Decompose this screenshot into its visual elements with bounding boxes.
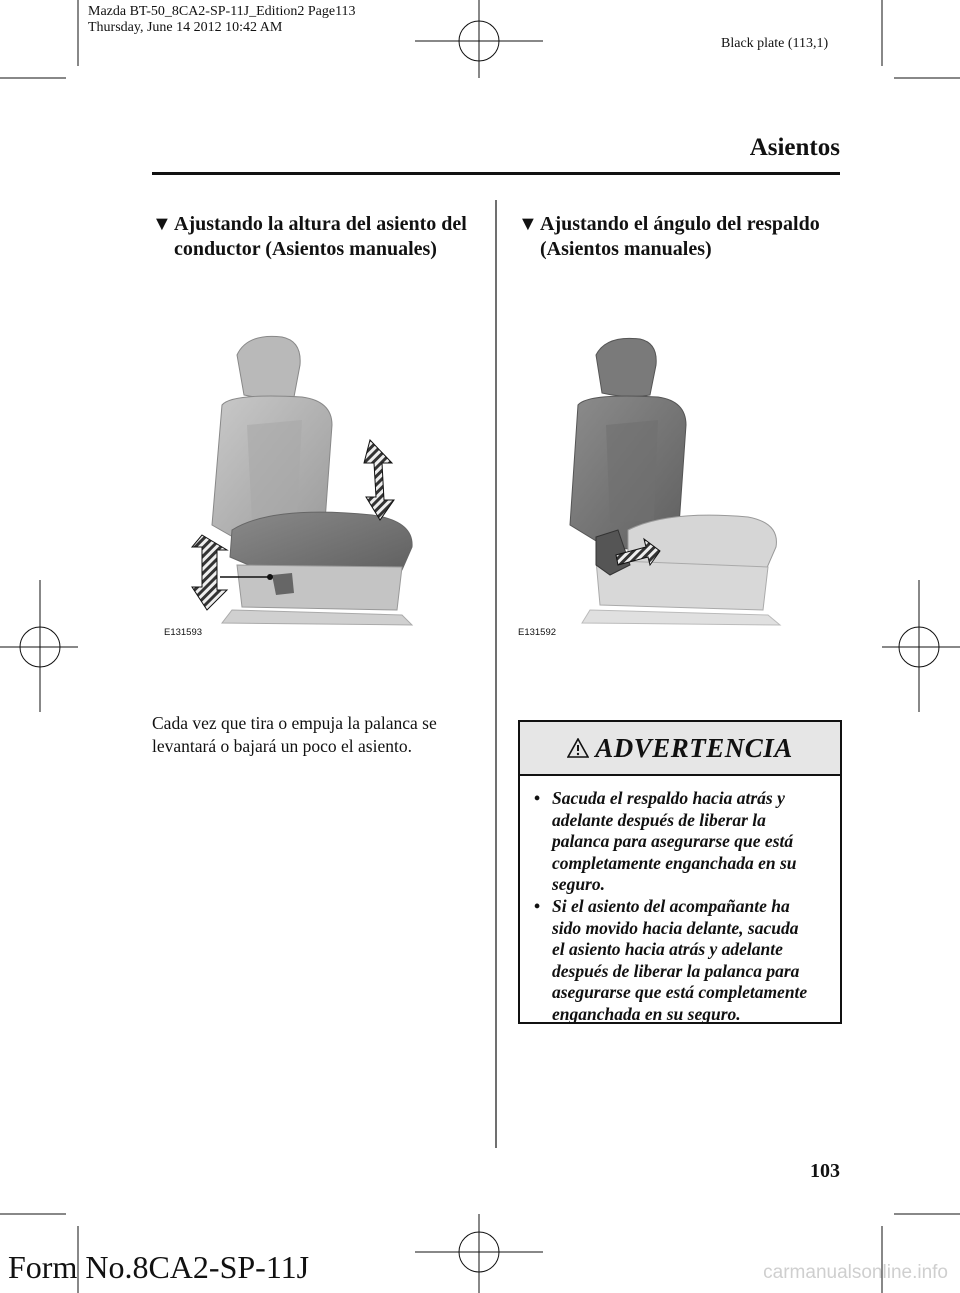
form-number: Form No.8CA2-SP-11J: [8, 1249, 310, 1285]
watermark: carmanualsonline.info: [763, 1262, 948, 1283]
backrest-angle-illustration: [518, 325, 808, 635]
warning-item: • Si el asiento del acompañante ha sido movido hacia delante, sacuda el asiento hacia atrás y adelante después de liberar la palanca para asegurarse que está completamente enganchada en su seguro.: [534, 895, 808, 1024]
left-heading-line-2: conductor (Asientos manuales): [174, 238, 437, 260]
right-heading-line-2: (Asientos manuales): [540, 238, 712, 260]
left-heading: [152, 212, 492, 262]
backrest-angle-figure: [518, 325, 808, 645]
warning-list: [520, 776, 840, 1038]
source-line-1: Mazda BT-50_8CA2-SP-11J_Edition2 Page113: [88, 4, 356, 19]
warning-box: [518, 720, 842, 1024]
triangle-marker-icon: ▼: [152, 213, 172, 235]
warning-title: ADVERTENCIA: [595, 732, 793, 763]
triangle-marker-icon: ▼: [518, 213, 538, 235]
right-figure-code: E131592: [518, 627, 557, 638]
left-body-line-1: Cada vez que tira o empuja la palanca se: [152, 713, 437, 733]
left-heading-line-1: Ajustando la altura del asiento del: [174, 213, 467, 235]
left-figure-code: E131593: [164, 627, 203, 638]
left-body-line-2: levantará o bajará un poco el asiento.: [152, 736, 412, 756]
right-heading-line-1: Ajustando el ángulo del respaldo: [540, 213, 820, 235]
warning-triangle-icon: [567, 738, 589, 758]
warning-header: [520, 722, 840, 776]
seat-height-figure: [152, 325, 442, 645]
right-heading: [518, 212, 848, 262]
warning-item: • Sacuda el respaldo hacia atrás y adelante después de liberar la palanca para asegurarse que está completamente enganchada en su seguro.: [534, 788, 797, 895]
left-body-text: [152, 712, 482, 758]
source-line-2: Thursday, June 14 2012 10:42 AM: [88, 20, 283, 35]
seat-height-illustration: [152, 325, 442, 635]
page-number: 103: [810, 1160, 840, 1182]
header-rule: [152, 172, 840, 175]
bullet-icon: •: [534, 895, 541, 916]
section-title: Asientos: [749, 134, 840, 161]
bullet-icon: •: [534, 788, 541, 808]
plate-label: Black plate (113,1): [721, 36, 829, 51]
